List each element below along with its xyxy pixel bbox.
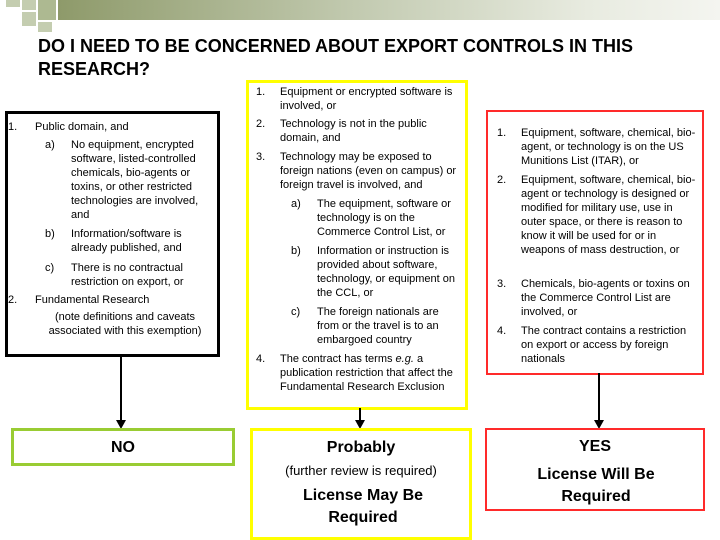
result-yes-label: YES [578, 438, 611, 455]
decor-square-4 [22, 12, 36, 26]
item-text: Chemicals, bio-agents or toxins on the Commerce Control List are involved, or [521, 278, 690, 318]
item-number: 1. [256, 86, 266, 98]
sub-text: The foreign nationals are from or the travel is to an embargoed country [317, 306, 439, 346]
item-text: Technology is not in the public domain, and [280, 118, 427, 144]
sub-label: b) [291, 245, 301, 257]
item-number: 2. [497, 174, 507, 186]
result-no-box [11, 428, 235, 466]
sub-text: No equipment, encrypted software, listed-controlled chemicals, bio-agents or toxins, or other restricted technologies are involved, and [71, 139, 199, 221]
decor-square-1 [6, 0, 20, 7]
sub-label: b) [45, 228, 55, 240]
result-probably-label: Probably [326, 439, 396, 456]
item-number: 3. [497, 278, 507, 290]
sub-text: Information/software is already published, and [71, 228, 182, 254]
item-text: The contract contains a restriction on export or access by foreign nationals [521, 325, 687, 365]
page-title: DO I NEED TO BE CONCERNED ABOUT EXPORT CONTROLS IN THIS RESEARCH? [38, 36, 634, 79]
result-yes-license: License Will Be Required [537, 466, 655, 505]
item-text: The contract has terms e.g. a publication restriction that affect the Fundamental Research Exclusion [280, 353, 453, 393]
item-text: Equipment, software, chemical, bio-agent or technology is designed or modified for military use, use in outer space, or there is reason to know it will be used for or in weapons of mass destruction, or [521, 174, 696, 256]
item-text: Public domain, and [35, 121, 129, 133]
yes-criteria-box [486, 110, 704, 375]
public-domain-box [5, 111, 220, 357]
probably-criteria-box [246, 80, 468, 410]
item-number: 1. [497, 127, 507, 139]
item-number: 4. [497, 325, 507, 337]
item-number: 1. [8, 121, 18, 133]
sub-text: There is no contractual restriction on export, or [71, 262, 184, 288]
sub-label: c) [45, 262, 55, 274]
decor-square-2 [22, 0, 36, 10]
sub-text: Information or instruction is provided about software, technology, or equipment on the CCL, or [317, 245, 455, 299]
decor-square-5 [38, 22, 52, 32]
sub-label: a) [291, 198, 301, 210]
item-text: Equipment, software, chemical, bio-agent, or technology is on the US Munitions List (ITAR), or [521, 127, 696, 167]
sub-label: c) [291, 306, 301, 318]
item-text: Fundamental Research [35, 294, 150, 306]
item-note: (note definitions and caveats associated with this exemption) [48, 311, 202, 337]
result-no-label: NO [111, 439, 135, 456]
result-probably-box [250, 428, 472, 540]
item-number: 2. [256, 118, 266, 130]
decor-square-3 [38, 0, 56, 20]
sub-text: The equipment, software or technology is on the Commerce Control List, or [317, 198, 451, 238]
item-number: 3. [256, 151, 266, 163]
header-bar [58, 0, 720, 20]
result-probably-note: (further review is required) [285, 463, 437, 478]
item-text: Technology may be exposed to foreign nations (even on campus) or foreign travel is involved, and [280, 151, 457, 191]
item-number: 4. [256, 353, 266, 365]
result-yes-box [485, 428, 705, 511]
result-probably-license: License May Be Required [302, 487, 424, 526]
arrow-left-line [120, 355, 122, 421]
sub-label: a) [45, 139, 55, 151]
item-text: Equipment or encrypted software is involved, or [280, 86, 453, 112]
item-number: 2. [8, 294, 18, 306]
arrow-right-line [598, 373, 600, 421]
